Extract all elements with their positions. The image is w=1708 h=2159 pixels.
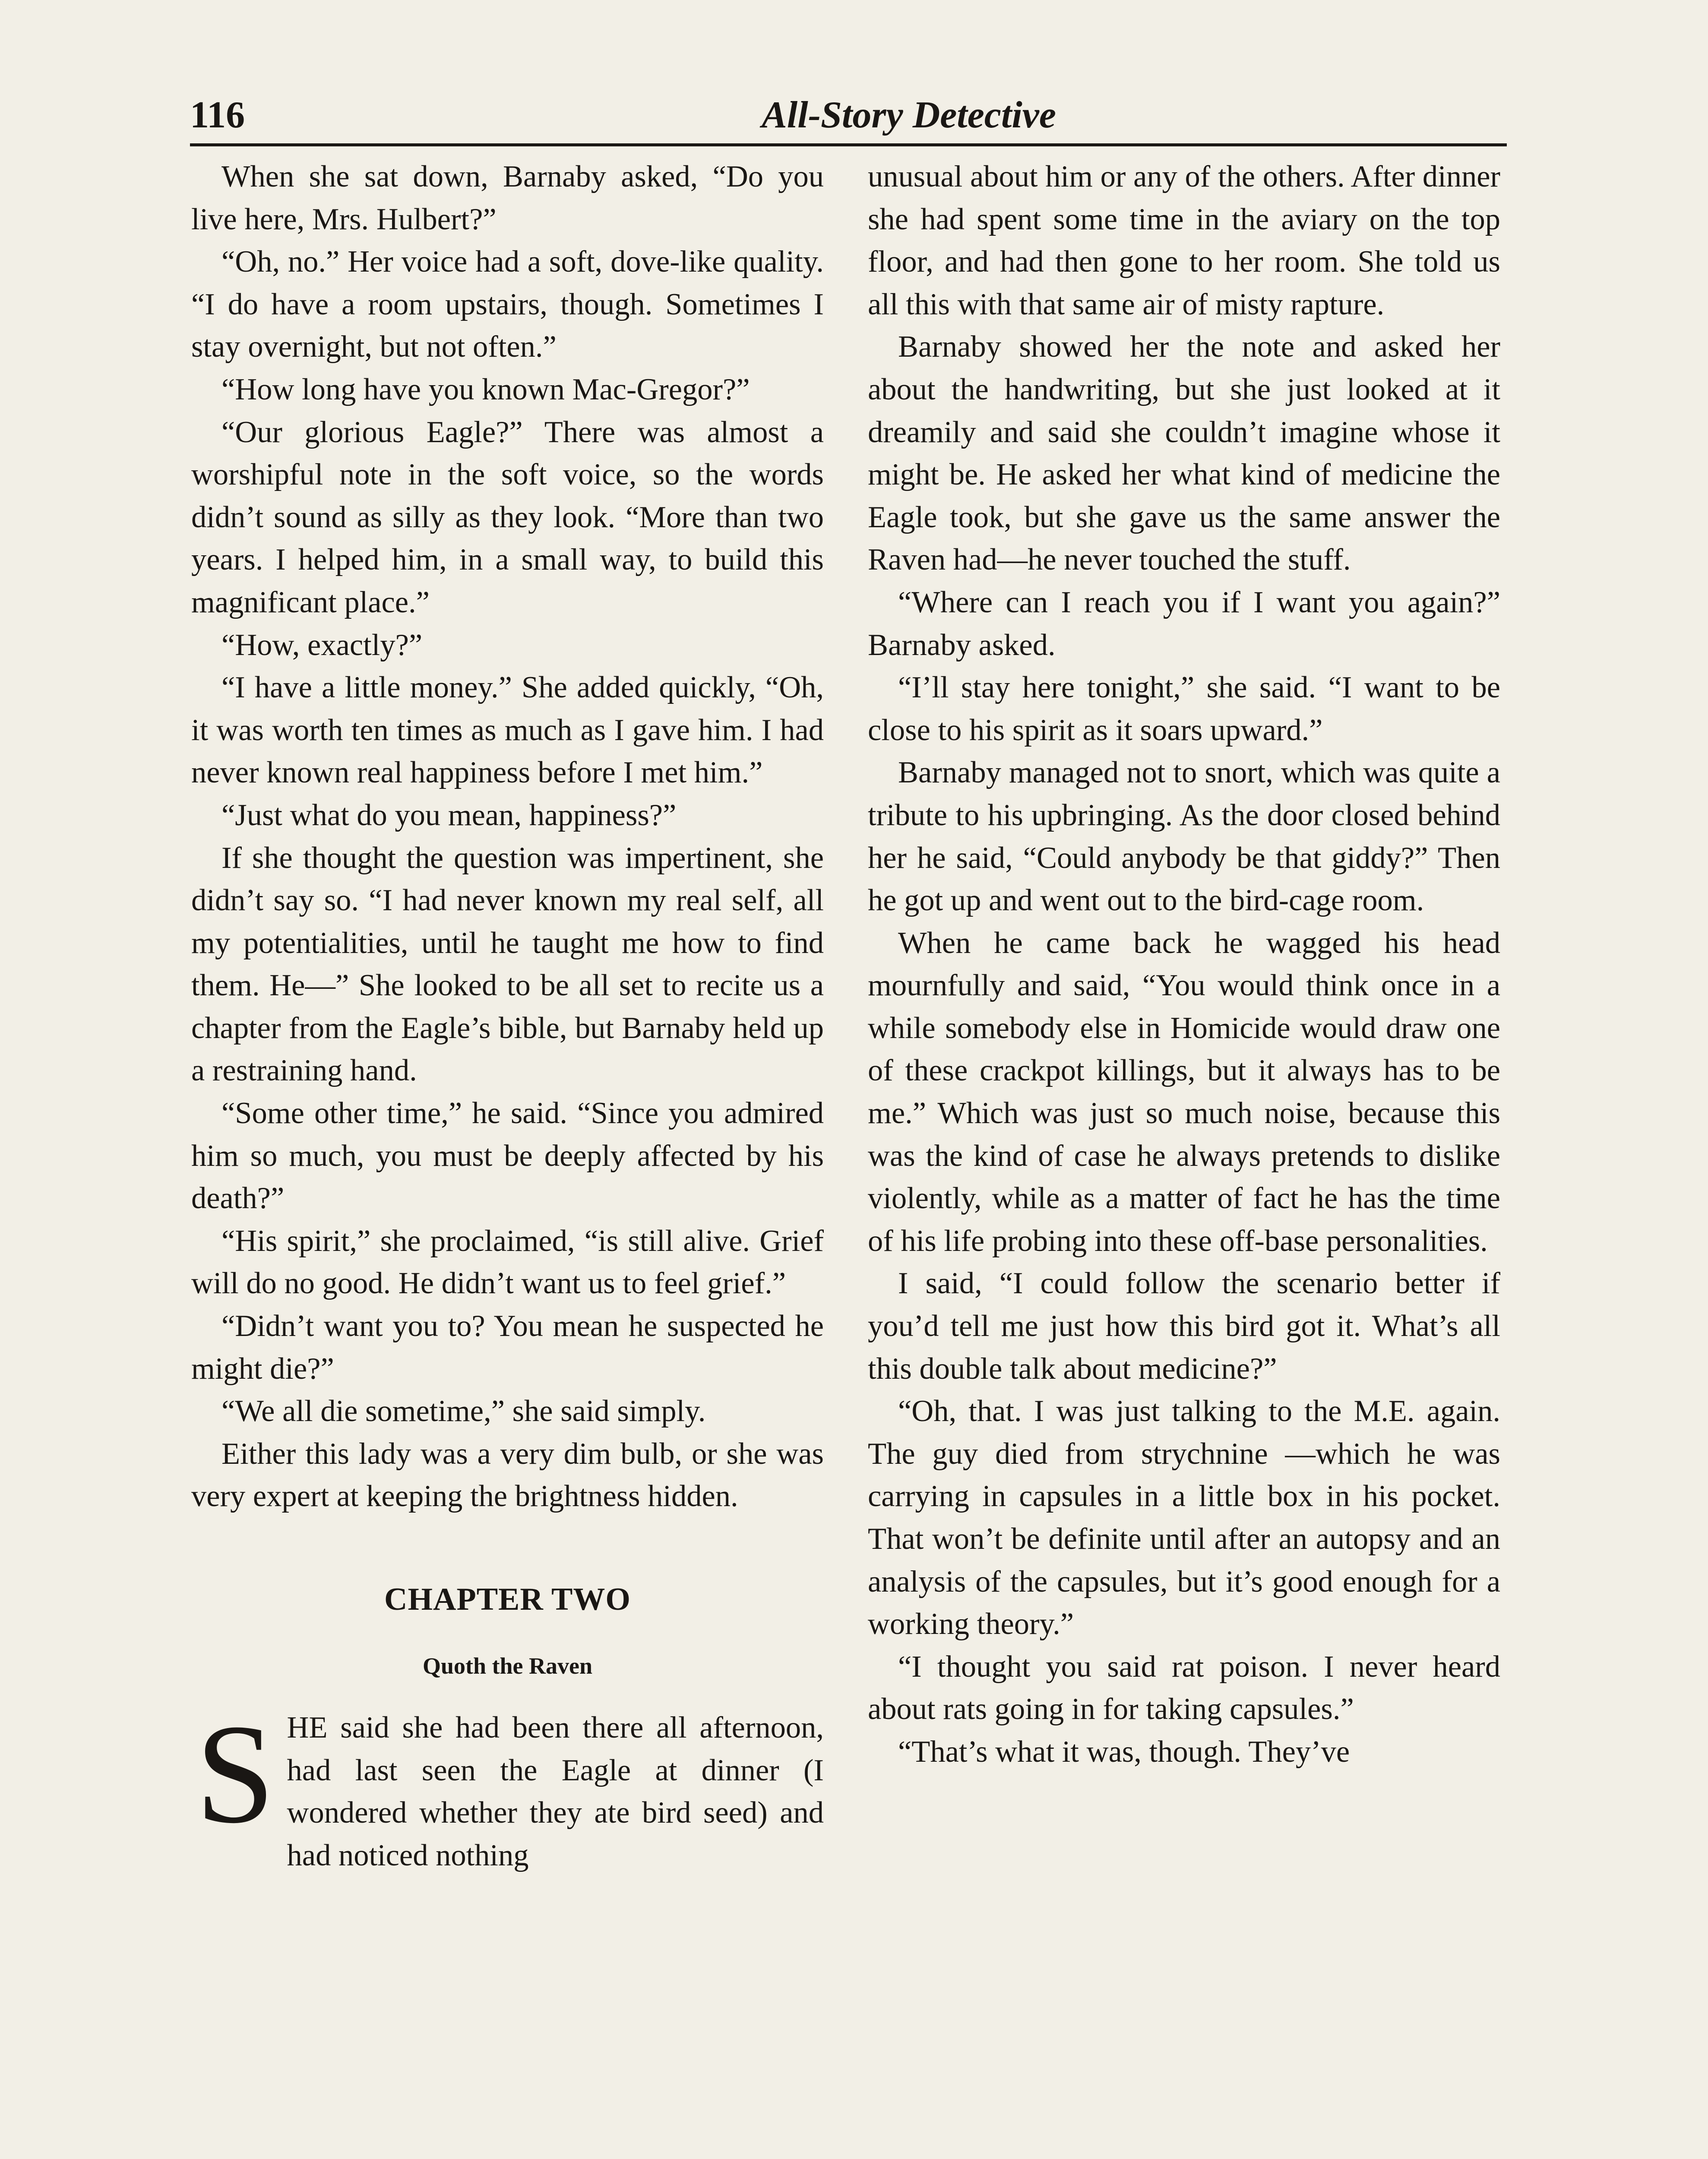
paragraph: “Oh, no.” Her voice had a soft, dove-like quality. “I do have a room upstairs, though. Sometimes I stay overnight, but not often.”: [191, 245, 824, 364]
paragraph: “Where can I reach you if I want you again?” Barnaby asked.: [868, 585, 1500, 662]
paragraph: “I thought you said rat poison. I never heard about rats going in for taking capsules.”: [868, 1649, 1500, 1726]
paragraph: “Oh, that. I was just talking to the M.E. again. The guy died from strychnine —which he was carrying in capsules in a little box in his pocket. That won’t be definite until after an autopsy and an analysis of the capsules, but it’s good enough for a working theory.”: [868, 1394, 1500, 1641]
paragraph: I said, “I could follow the scenario better if you’d tell me just how this bird got it. What’s all this double talk about medicine?”: [868, 1266, 1500, 1386]
opening-text: HE said she had been there all afternoon, had last seen the Eagle at dinner (I wondered whether they ate bird seed) and had noticed nothing: [287, 1711, 824, 1872]
paragraph-continued: unusual about him or any of the others. After dinner she had spent some time in the aviary on the top floor, and had then gone to her room. She told us all this with that same air of misty rapture.: [868, 160, 1500, 321]
paragraph: Barnaby showed her the note and asked her about the handwriting, but she just looked at it dreamily and said she couldn’t imagine whose it might be. He asked her what kind of medicine the Eagle took, but she gave us the same answer the Raven had—he never touched the stuff.: [868, 330, 1500, 577]
left-column: [191, 155, 824, 1877]
paragraph: Barnaby managed not to snort, which was quite a tribute to his upbringing. As the door closed behind her he said, “Could anybody be that giddy?” Then he got up and went out to the bird-cage room.: [868, 756, 1500, 918]
paragraph: When he came back he wagged his head mournfully and said, “You would think once in a while somebody else in Homicide would draw one of these crackpot killings, but it always has to be me.” Which was just so much noise, because this was the kind of case he always pretends to dislike violently, while as a matter of fact he has the time of his life probing into these off-base personalities.: [868, 926, 1500, 1258]
chapter-opening: [191, 1695, 824, 1877]
paragraph: If she thought the question was impertinent, she didn’t say so. “I had never known my real self, all my potentialities, until he taught me how to find them. He—” She looked to be all set to recite us a chapter from the Eagle’s bible, but Barnaby held up a restraining hand.: [191, 841, 824, 1088]
drop-cap: S: [196, 1695, 275, 1853]
paragraph: “I’ll stay here tonight,” she said. “I want to be close to his spirit as it soars upward.”: [868, 671, 1500, 747]
paragraph: “Our glorious Eagle?” There was almost a worshipful note in the soft voice, so the words didn’t sound as silly as they look. “More than two years. I helped him, in a small way, to build this magnificant place.”: [191, 415, 824, 619]
paragraph: “That’s what it was, though. They’ve: [898, 1735, 1350, 1769]
right-column: [868, 155, 1500, 1773]
chapter-heading: CHAPTER TWO: [384, 1582, 631, 1617]
paragraph: Either this lady was a very dim bulb, or she was very expert at keeping the brightness hidden.: [191, 1437, 824, 1513]
chapter-subtitle: Quoth the Raven: [422, 1652, 593, 1679]
magazine-title: All-Story Detective: [762, 94, 1056, 136]
page-number: 116: [190, 94, 245, 136]
paragraph: When she sat down, Barnaby asked, “Do you live here, Mrs. Hulbert?”: [191, 160, 824, 236]
paragraph: “His spirit,” she proclaimed, “is still alive. Grief will do no good. He didn’t want us to feel grief.”: [191, 1224, 824, 1301]
paragraph: “I have a little money.” She added quickly, “Oh, it was worth ten times as much as I gave him. I had never known real happiness before I met him.”: [191, 671, 824, 790]
paragraph: “How, exactly?”: [221, 628, 423, 662]
paragraph: “Didn’t want you to? You mean he suspected he might die?”: [191, 1309, 824, 1386]
paragraph: “How long have you known Mac-Gregor?”: [221, 372, 750, 406]
paragraph: “We all die sometime,” she said simply.: [221, 1394, 706, 1428]
paragraph: “Just what do you mean, happiness?”: [221, 798, 677, 832]
page-header: [190, 92, 1507, 146]
paragraph: “Some other time,” he said. “Since you admired him so much, you must be deeply affected by his death?”: [191, 1096, 824, 1216]
